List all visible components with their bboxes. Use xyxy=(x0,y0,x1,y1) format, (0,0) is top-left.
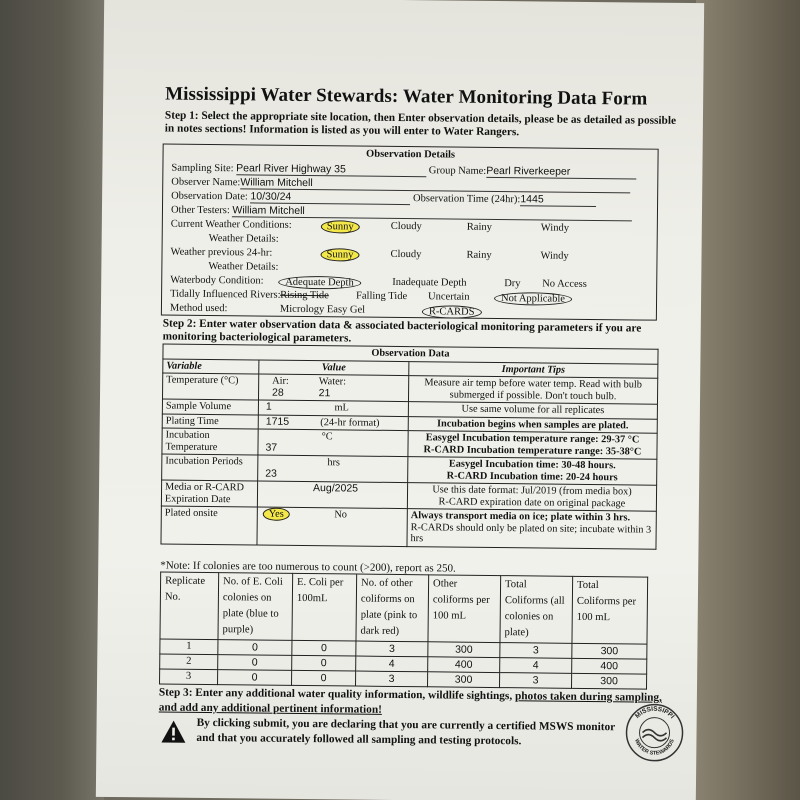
cell-ecoli-colonies[interactable]: 0 xyxy=(218,640,292,656)
method-easygel[interactable]: Micrology Easy Gel xyxy=(279,303,366,316)
cell-other-colonies[interactable]: 4 xyxy=(356,656,428,672)
cell-other-colonies[interactable]: 3 xyxy=(356,671,428,687)
waterbody-adequate[interactable]: Adequate Depth xyxy=(278,276,361,290)
header-total-colonies: Total Coliforms (all colonies on plate) xyxy=(500,576,573,644)
cell-ecoli-per-100ml[interactable]: 0 xyxy=(292,655,356,671)
cell-other-per-100ml[interactable]: 300 xyxy=(428,642,500,658)
temperature-label: Temperature (°C) xyxy=(162,373,258,400)
waterbody-label: Waterbody Condition: xyxy=(170,274,264,287)
weather-prev-row xyxy=(170,246,569,262)
cell-ecoli-colonies[interactable]: 0 xyxy=(218,670,292,686)
incubation-temp-unit: °C xyxy=(321,431,333,443)
tidal-uncertain[interactable]: Uncertain xyxy=(428,291,470,303)
header-replicate: Replicate No. xyxy=(160,572,219,640)
volume-tip: Use same volume for all replicates xyxy=(408,402,657,419)
plated-row xyxy=(161,506,656,549)
cell-other-per-100ml[interactable]: 300 xyxy=(427,672,499,688)
header-ecoli-colonies: No. of E. Coli colonies on plate (blue to purple) xyxy=(218,573,293,641)
water-label: Water: xyxy=(318,376,347,388)
volume-unit: mL xyxy=(334,402,349,414)
col-value: Value xyxy=(259,360,409,376)
cell-total-colonies[interactable]: 4 xyxy=(500,658,572,674)
cell-total-per-100ml[interactable]: 300 xyxy=(571,673,646,689)
air-label: Air: xyxy=(272,375,289,387)
tidal-row xyxy=(170,288,565,305)
header-ecoli-per-100ml: E. Coli per 100mL xyxy=(292,573,357,641)
temperature-tip: Measure air temp before water temp. Read with bulb submerged if possible. Don't touch bulb. xyxy=(408,376,657,405)
colony-note: *Note: If colonies are too numerous to count (>200), report as 250. xyxy=(160,559,456,575)
cell-other-colonies[interactable]: 3 xyxy=(356,641,428,657)
observation-data-table xyxy=(160,344,658,550)
incubation-period-unit: hrs xyxy=(327,457,340,469)
tidal-falling[interactable]: Falling Tide xyxy=(356,290,408,303)
observation-details-heading: Observation Details xyxy=(366,148,456,161)
plating-unit: (24-hr format) xyxy=(320,416,380,429)
plated-tip-rcard: R-CARDs should only be plated on site; incubate within 3 hrs xyxy=(410,521,652,545)
col-variable: Variable xyxy=(163,359,259,375)
group-name-field[interactable]: Pearl Riverkeeper xyxy=(486,165,636,180)
plated-label: Plated onsite xyxy=(161,506,257,545)
media-tip-format: Use this date format: Jul/2019 (from media box) xyxy=(432,484,632,498)
incubation-temp-tip-easygel: Easygel Incubation temperature range: 29-37 °C xyxy=(425,432,640,446)
cell-total-per-100ml[interactable]: 300 xyxy=(572,643,647,659)
header-total-per-100ml: Total Coliforms per 100 mL xyxy=(572,576,648,644)
method-label: Method used: xyxy=(169,302,228,315)
weather-prev-label: Weather previous 24-hr: xyxy=(170,246,273,259)
weather-prev-sunny[interactable]: Sunny xyxy=(320,248,359,261)
media-tip-rcard: R-CARD expiration date on original package xyxy=(438,495,626,509)
logo-bottom-text: WATER STEWARDS xyxy=(633,738,676,757)
volume-value[interactable]: 1 xyxy=(265,400,272,413)
incubation-period-value[interactable]: 23 xyxy=(265,467,277,480)
observer-field[interactable]: William Mitchell xyxy=(240,176,630,193)
other-testers-label: Other Testers: xyxy=(170,204,230,217)
weather-now-label: Current Weather Conditions: xyxy=(170,218,292,231)
step3-photos: photos taken during sampling, and add any additional pertinent information! xyxy=(158,690,662,716)
logo-top-text: MISSISSIPPI xyxy=(634,705,676,721)
cell-replicate: 1 xyxy=(160,639,218,655)
cell-total-colonies[interactable]: 3 xyxy=(500,643,572,659)
cell-replicate: 2 xyxy=(160,654,218,670)
waterbody-inadequate[interactable]: Inadequate Depth xyxy=(392,276,467,289)
cell-total-per-100ml[interactable]: 400 xyxy=(572,658,647,674)
plated-yes[interactable]: Yes xyxy=(263,508,290,521)
cell-replicate: 3 xyxy=(160,669,218,685)
water-value[interactable]: 21 xyxy=(318,386,331,399)
waterbody-dry[interactable]: Dry xyxy=(504,278,521,290)
cell-total-colonies[interactable]: 3 xyxy=(499,673,571,689)
plated-no[interactable]: No xyxy=(334,509,348,521)
cell-other-per-100ml[interactable]: 400 xyxy=(428,657,500,673)
sampling-site-field[interactable]: Pearl River Highway 35 xyxy=(236,162,426,177)
svg-text:MISSISSIPPI xyxy=(634,705,676,720)
plating-value[interactable]: 1715 xyxy=(265,415,290,428)
volume-label: Sample Volume xyxy=(162,399,258,415)
weather-prev-rainy[interactable]: Rainy xyxy=(466,249,492,261)
observation-data-heading: Observation Data xyxy=(163,344,658,364)
weather-details-prev-label: Weather Details: xyxy=(208,260,279,273)
date-field[interactable]: 10/30/24 xyxy=(250,190,410,205)
background-left xyxy=(0,0,104,800)
tidal-not-applicable[interactable]: Not Applicable xyxy=(494,292,572,306)
weather-prev-cloudy[interactable]: Cloudy xyxy=(390,248,422,261)
air-value[interactable]: 28 xyxy=(272,386,284,399)
observation-details-box xyxy=(161,144,659,321)
col-tips: Important Tips xyxy=(409,361,658,378)
cell-ecoli-per-100ml[interactable]: 0 xyxy=(292,670,356,686)
weather-prev-windy[interactable]: Windy xyxy=(540,250,569,262)
other-testers-field[interactable]: William Mitchell xyxy=(232,204,632,221)
plating-tip: Incubation begins when samples are plated. xyxy=(408,416,657,433)
incubation-period-label: Incubation Periods xyxy=(162,454,258,481)
weather-now-row xyxy=(170,218,570,234)
tidal-label: Tidally Influenced Rivers: xyxy=(170,288,281,301)
header-other-per-100ml: Other coliforms per 100 mL xyxy=(428,575,501,643)
weather-now-rainy[interactable]: Rainy xyxy=(466,221,492,233)
time-label: Observation Time (24hr): xyxy=(412,193,521,206)
media-label: Media or R-CARD Expiration Date xyxy=(161,480,257,507)
time-field[interactable]: 1445 xyxy=(520,193,596,207)
weather-now-sunny[interactable]: Sunny xyxy=(321,220,360,233)
header-other-colonies: No. of other coliforms on plate (pink to dark red) xyxy=(356,574,429,642)
msws-logo-icon xyxy=(624,702,685,763)
paper-form xyxy=(96,0,704,800)
replicate-header-row xyxy=(160,572,648,644)
date-label: Observation Date: xyxy=(171,190,248,203)
certification-disclaimer: By clicking submit, you are declaring that you are currently a certified MSWS monitor and that you accurately followed all sampling and testing protocols. xyxy=(196,716,616,748)
form-title: Mississippi Water Stewards: Water Monitoring Data Form xyxy=(165,83,648,110)
observer-label: Observer Name: xyxy=(171,176,241,189)
weather-details-now-label: Weather Details: xyxy=(208,232,279,245)
background-right xyxy=(696,0,800,800)
step3-prefix: Step 3: Enter any additional water quality information, wildlife sightings, xyxy=(158,686,516,703)
plating-label: Plating Time xyxy=(162,414,258,430)
warning-icon xyxy=(160,720,186,744)
tidal-rising[interactable]: Rising Tide xyxy=(280,289,329,302)
sampling-site-label: Sampling Site: xyxy=(171,162,234,175)
waterbody-row xyxy=(170,274,587,290)
weather-now-cloudy[interactable]: Cloudy xyxy=(390,220,422,233)
weather-now-windy[interactable]: Windy xyxy=(540,222,570,234)
method-rcards[interactable]: R-CARDS xyxy=(422,305,482,319)
plated-tip-transport: Always transport media on ice; plate within 3 hrs. xyxy=(410,510,631,524)
step2-instructions: Step 2: Enter water observation data & associated bacteriological monitoring parameters if you are monitoring bacteriological parameters. xyxy=(162,317,642,345)
temperature-values xyxy=(258,374,408,402)
incubation-period-tip-rcard: R-CARD Incubation time: 20-24 hours xyxy=(446,469,618,483)
incubation-period-tip-easygel: Easygel Incubation time: 30-48 hours. xyxy=(448,458,616,472)
incubation-temp-tip-rcard: R-CARD Incubation temperature range: 35-38°C xyxy=(423,443,642,458)
cell-ecoli-colonies[interactable]: 0 xyxy=(218,655,292,671)
step1-instructions: Step 1: Select the appropriate site location, then Enter observation details, please be as detailed as possible in notes sections! Information is listed as you will enter to Water Rangers. xyxy=(164,109,677,139)
method-row xyxy=(169,302,475,318)
incubation-temp-label: Incubation Temperature xyxy=(162,428,258,455)
cell-ecoli-per-100ml[interactable]: 0 xyxy=(292,640,356,656)
group-name-label: Group Name: xyxy=(428,165,487,177)
waterbody-no-access[interactable]: No Access xyxy=(542,278,587,290)
replicate-table xyxy=(159,571,648,689)
incubation-temp-value[interactable]: 37 xyxy=(265,441,278,454)
media-value[interactable]: Aug/2025 xyxy=(313,482,359,495)
